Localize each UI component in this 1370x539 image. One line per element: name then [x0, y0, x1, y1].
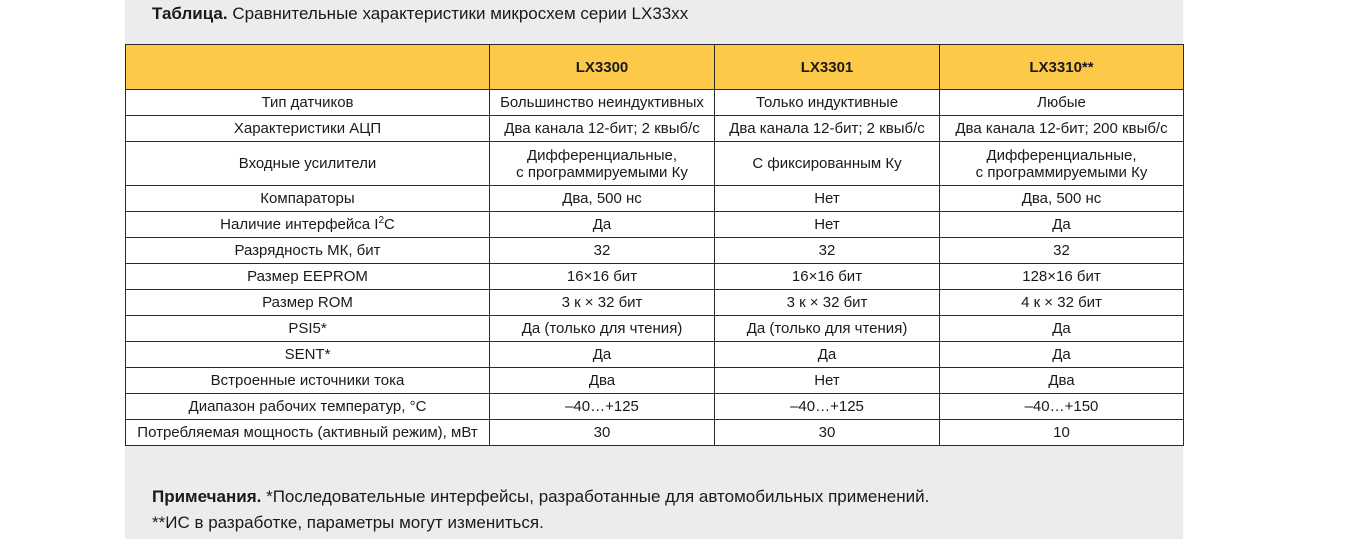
row-param: Входные усилители	[126, 142, 490, 186]
row-param: PSI5*	[126, 316, 490, 342]
cell-lx3310: –40…+150	[940, 394, 1184, 420]
table-row	[126, 90, 1184, 116]
cell-line: Дифференциальные,	[986, 146, 1137, 164]
cell-lx3300: –40…+125	[490, 394, 715, 420]
param-text: Наличие интерфейса I	[220, 216, 379, 233]
cell-lx3300: Два, 500 нс	[490, 186, 715, 212]
cell-lx3301: 3 к × 32 бит	[715, 290, 940, 316]
cell-lx3310: Да	[940, 212, 1184, 238]
notes-text-1: *Последовательные интерфейсы, разработанные для автомобильных применений.	[261, 487, 930, 506]
row-param: Диапазон рабочих температур, °С	[126, 394, 490, 420]
table-row	[126, 316, 1184, 342]
cell-lx3301: 32	[715, 238, 940, 264]
table-row	[126, 394, 1184, 420]
cell-lx3310: Да	[940, 342, 1184, 368]
header-lx3301: LX3301	[715, 45, 940, 90]
cell-lx3301: С фиксированным Ку	[715, 142, 940, 186]
param-text: C	[384, 216, 395, 233]
notes-block	[152, 484, 929, 536]
cell-line: с программируемыми Ку	[975, 163, 1148, 181]
cell-lx3301: Нет	[715, 212, 940, 238]
row-param: Размер ROM	[126, 290, 490, 316]
row-param: Потребляемая мощность (активный режим), мВт	[126, 420, 490, 446]
cell-lx3310: 128×16 бит	[940, 264, 1184, 290]
cell-lx3301: Только индуктивные	[715, 90, 940, 116]
cell-lx3300: 16×16 бит	[490, 264, 715, 290]
header-lx3300: LX3300	[490, 45, 715, 90]
row-param: Размер EEPROM	[126, 264, 490, 290]
cell-lx3300: Да (только для чтения)	[490, 316, 715, 342]
table-row	[126, 142, 1184, 186]
notes-line-2: **ИС в разработке, параметры могут измениться.	[152, 513, 544, 532]
cell-line: Дифференциальные,	[527, 146, 677, 164]
table-row	[126, 264, 1184, 290]
table-row	[126, 212, 1184, 238]
table-row	[126, 290, 1184, 316]
caption-label: Таблица.	[152, 4, 228, 23]
cell-lx3310: Да	[940, 316, 1184, 342]
cell-lx3301: 16×16 бит	[715, 264, 940, 290]
cell-lx3300: Два	[490, 368, 715, 394]
table-row	[126, 342, 1184, 368]
cell-lx3301: Нет	[715, 368, 940, 394]
row-param: Характеристики АЦП	[126, 116, 490, 142]
cell-lx3301: Да	[715, 342, 940, 368]
cell-lx3310: Два, 500 нс	[940, 186, 1184, 212]
table-row	[126, 420, 1184, 446]
cell-lx3300: 3 к × 32 бит	[490, 290, 715, 316]
cell-lx3301: 30	[715, 420, 940, 446]
cell-lx3301: –40…+125	[715, 394, 940, 420]
table-row	[126, 186, 1184, 212]
row-param	[126, 212, 490, 238]
cell-lx3300: 32	[490, 238, 715, 264]
cell-lx3310: 10	[940, 420, 1184, 446]
cell-line: с программируемыми Ку	[516, 163, 688, 181]
cell-lx3310: Два канала 12-бит; 200 квыб/с	[940, 116, 1184, 142]
table-row	[126, 238, 1184, 264]
cell-lx3310: Два	[940, 368, 1184, 394]
header-lx3310: LX3310**	[940, 45, 1184, 90]
table-row	[126, 116, 1184, 142]
table-row	[126, 368, 1184, 394]
cell-lx3301: Нет	[715, 186, 940, 212]
row-param: Компараторы	[126, 186, 490, 212]
table-caption	[152, 4, 688, 24]
cell-lx3300: Да	[490, 342, 715, 368]
cell-lx3301: Два канала 12-бит; 2 квыб/с	[715, 116, 940, 142]
cell-lx3300: Два канала 12-бит; 2 квыб/с	[490, 116, 715, 142]
cell-lx3301: Да (только для чтения)	[715, 316, 940, 342]
row-param: SENT*	[126, 342, 490, 368]
cell-lx3310: Любые	[940, 90, 1184, 116]
header-param	[126, 45, 490, 90]
row-param: Встроенные источники тока	[126, 368, 490, 394]
row-param: Разрядность МК, бит	[126, 238, 490, 264]
param-superscript: 2	[378, 215, 385, 226]
cell-lx3300	[490, 142, 715, 186]
cell-lx3310: 32	[940, 238, 1184, 264]
table-header-row	[126, 45, 1184, 90]
comparison-table	[125, 44, 1184, 446]
cell-lx3310: 4 к × 32 бит	[940, 290, 1184, 316]
row-param: Тип датчиков	[126, 90, 490, 116]
cell-lx3310	[940, 142, 1184, 186]
cell-lx3300: Да	[490, 212, 715, 238]
notes-line-1	[152, 484, 929, 510]
notes-label: Примечания.	[152, 487, 262, 506]
caption-text: Сравнительные характеристики микросхем серии LX33xx	[227, 4, 689, 23]
cell-lx3300: Большинство неиндуктивных	[490, 90, 715, 116]
cell-lx3300: 30	[490, 420, 715, 446]
